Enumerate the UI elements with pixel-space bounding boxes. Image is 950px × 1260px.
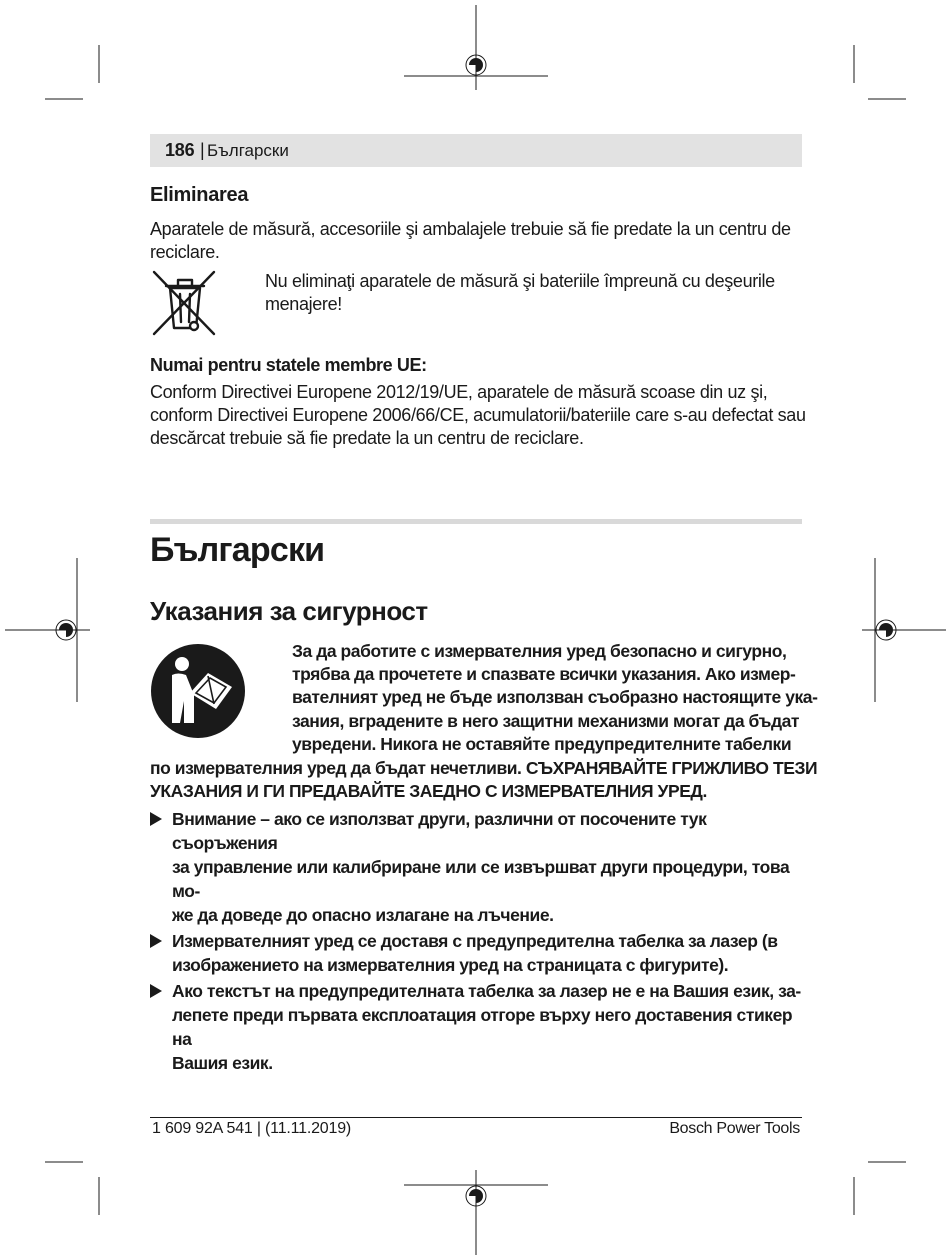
bullet-line: же да доведе до опасно излагане на лъчение. <box>172 905 554 925</box>
safety-warning-line-2: трябва да прочетете и спазвате всички указания. Ако измер- <box>292 664 796 684</box>
safety-warning-line-3: вателният уред не бъде използван съобразно настоящите ука- <box>292 687 818 707</box>
safety-heading: Указания за сигурност <box>150 596 428 626</box>
safety-bullet-list <box>150 807 805 1077</box>
safety-warning-line-5: увредени. Никога не оставяйте предупредителните табелки <box>292 734 792 754</box>
disposal-intro-line-1: Aparatele de măsură, accesoriile şi ambalajele trebuie să fie predate la un centru de <box>150 219 791 239</box>
crossed-out-wheelie-bin-icon <box>150 268 220 338</box>
safety-warning-line-7: УКАЗАНИЯ И ГИ ПРЕДАВАЙТЕ ЗАЕДНО С ИЗМЕРВАТЕЛНИЯ УРЕД. <box>150 781 707 801</box>
footer-rule <box>150 1117 802 1118</box>
bullet-line: лепете преди първата експлоатация отгоре върху него доставения стикер на <box>172 1005 793 1049</box>
page-header <box>150 134 802 167</box>
bin-warning-text <box>265 270 805 316</box>
disposal-intro-line-2: reciclare. <box>150 242 220 262</box>
header-separator: | <box>200 140 205 160</box>
disposal-heading: Eliminarea <box>150 184 249 206</box>
bullet-arrow-icon <box>150 984 162 998</box>
safety-warning-line-1: За да работите с измервателния уред безопасно и сигурно, <box>292 641 787 661</box>
section-title: Български <box>150 531 325 569</box>
safety-bullet <box>150 929 805 977</box>
header-language: Български <box>207 141 289 160</box>
bullet-line: Внимание – ако се използват други, различни от посочените тук съоръжения <box>172 809 707 853</box>
bullet-arrow-icon <box>150 812 162 826</box>
bullet-arrow-icon <box>150 934 162 948</box>
read-manual-icon <box>150 643 246 739</box>
bin-warning-line-1: Nu eliminaţi aparatele de măsură şi bateriile împreună cu deşeurile <box>265 271 775 291</box>
eu-heading: Numai pentru statele membre UE: <box>150 355 427 375</box>
safety-bullet <box>150 979 805 1075</box>
bullet-line: Вашия език. <box>172 1053 273 1073</box>
bullet-line: Измервателният уред се доставя с предупредителна табелка за лазер (в <box>172 931 778 951</box>
safety-bullet <box>150 807 805 927</box>
bullet-line: изображението на измервателния уред на страницата с фигурите). <box>172 955 729 975</box>
eu-text-line-3: descărcat trebuie să fie predate la un centru de reciclare. <box>150 428 584 448</box>
safety-warning-line-6: по измервателния уред да бъдат нечетливи. СЪХРАНЯВАЙТЕ ГРИЖЛИВО ТЕЗИ <box>150 758 818 778</box>
bullet-line: за управление или калибриране или се извършват други процедури, това мо- <box>172 857 790 901</box>
footer-doc-id: 1 609 92A 541 | (11.11.2019) <box>152 1120 352 1137</box>
section-divider <box>150 519 802 524</box>
safety-warning-line-4: зания, вградените в него защитни механизми могат да бъдат <box>292 711 800 731</box>
bin-warning-line-2: menajere! <box>265 294 342 314</box>
eu-text-line-2: conform Directivei Europene 2006/66/CE, acumulatorii/bateriile care s-au defectat sau <box>150 405 806 425</box>
bullet-line: Ако текстът на предупредителната табелка за лазер не е на Вашия език, за- <box>172 981 801 1001</box>
eu-text-line-1: Conform Directivei Europene 2012/19/UE, aparatele de măsură scoase din uz şi, <box>150 382 768 402</box>
footer-brand: Bosch Power Tools <box>669 1120 800 1137</box>
page-number: 186 <box>165 140 195 160</box>
